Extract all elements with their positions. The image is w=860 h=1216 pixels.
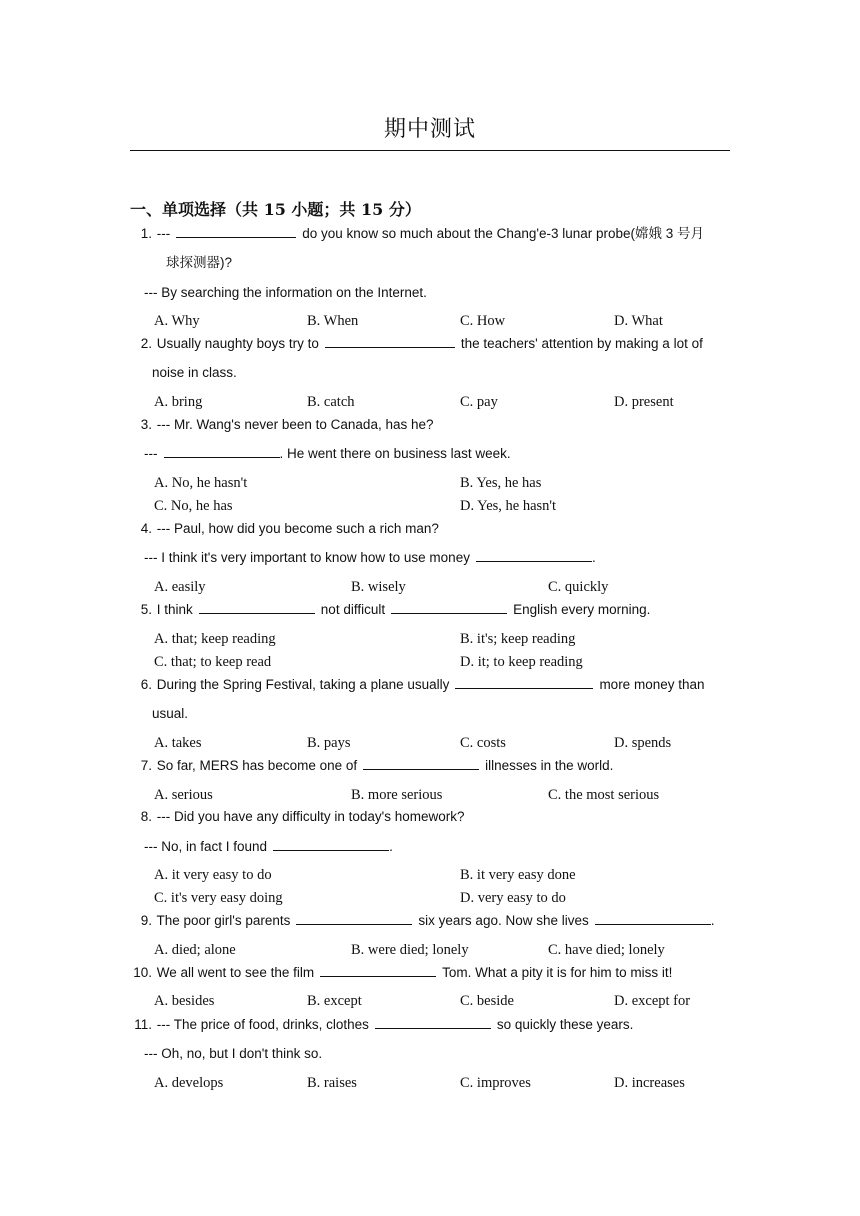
answer-blank[interactable]	[363, 757, 479, 770]
question-4-stem: 4. --- Paul, how did you become such a rich man?	[140, 521, 439, 536]
option-d[interactable]: D. Yes, he hasn't	[460, 498, 557, 514]
answer-blank[interactable]	[476, 549, 592, 562]
option-d[interactable]: D. it; to keep reading	[460, 654, 583, 670]
question-2-stem-cont: noise in class.	[152, 365, 237, 380]
option-c[interactable]: C. that; to keep read	[154, 654, 272, 670]
option-b[interactable]: B. wisely	[351, 579, 406, 595]
option-b[interactable]: B. Yes, he has	[460, 475, 542, 491]
option-b[interactable]: B. pays	[307, 735, 351, 751]
option-c[interactable]: C. No, he has	[154, 498, 233, 514]
option-d[interactable]: D. present	[614, 394, 674, 410]
question-11-stem: 11. --- The price of food, drinks, clothes so quickly these years.	[134, 1017, 634, 1032]
question-8-answer-line: --- No, in fact I found .	[144, 839, 393, 854]
option-b[interactable]: B. except	[307, 993, 362, 1009]
question-1-stem: 1. --- do you know so much about the Chang'e-3 lunar probe(嫦娥 3 号月	[140, 226, 705, 241]
option-a[interactable]: A. that; keep reading	[154, 631, 276, 647]
option-c[interactable]: C. beside	[460, 993, 514, 1009]
question-5-stem: 5. I think not difficult English every morning.	[140, 602, 651, 617]
question-1-stem-cont: 球探测器)?	[166, 255, 233, 270]
option-a[interactable]: A. No, he hasn't	[154, 475, 248, 491]
title-underline	[130, 150, 730, 151]
option-a[interactable]: A. easily	[154, 579, 206, 595]
answer-blank[interactable]	[273, 838, 389, 851]
question-1-answer-line: --- By searching the information on the Internet.	[144, 285, 427, 300]
option-c[interactable]: C. How	[460, 313, 506, 329]
option-d[interactable]: D. What	[614, 313, 663, 329]
option-c[interactable]: C. the most serious	[548, 787, 660, 803]
option-d[interactable]: D. very easy to do	[460, 890, 566, 906]
question-10-stem: 10. We all went to see the film Tom. What a pity it is for him to miss it!	[133, 965, 673, 980]
answer-blank[interactable]	[320, 964, 436, 977]
option-b[interactable]: B. were died; lonely	[351, 942, 469, 958]
answer-blank[interactable]	[391, 601, 507, 614]
answer-blank[interactable]	[296, 912, 412, 925]
option-b[interactable]: B. it very easy done	[460, 867, 576, 883]
answer-blank[interactable]	[455, 676, 593, 689]
answer-blank[interactable]	[164, 445, 280, 458]
question-6-stem: 6. During the Spring Festival, taking a plane usually more money than	[140, 677, 705, 692]
option-c[interactable]: C. improves	[460, 1075, 531, 1091]
option-a[interactable]: A. besides	[154, 993, 215, 1009]
answer-blank[interactable]	[325, 335, 455, 348]
option-b[interactable]: B. more serious	[351, 787, 443, 803]
answer-blank[interactable]	[176, 225, 296, 238]
option-b[interactable]: B. When	[307, 313, 359, 329]
answer-blank[interactable]	[375, 1016, 491, 1029]
option-c[interactable]: C. pay	[460, 394, 498, 410]
option-c[interactable]: C. costs	[460, 735, 506, 751]
option-a[interactable]: A. takes	[154, 735, 202, 751]
question-2-stem: 2. Usually naughty boys try to the teachers' attention by making a lot of	[140, 336, 703, 351]
option-b[interactable]: B. it's; keep reading	[460, 631, 576, 647]
option-a[interactable]: A. it very easy to do	[154, 867, 272, 883]
question-8-stem: 8. --- Did you have any difficulty in today's homework?	[140, 809, 465, 824]
section-heading: 一、单项选择（共 15 小题；共 15 分）	[130, 200, 421, 219]
option-c[interactable]: C. have died; lonely	[548, 942, 665, 958]
answer-blank[interactable]	[199, 601, 315, 614]
page-title: 期中测试	[383, 117, 476, 142]
question-4-answer-line: --- I think it's very important to know how to use money .	[144, 550, 596, 565]
option-a[interactable]: A. bring	[154, 394, 203, 410]
option-d[interactable]: D. increases	[614, 1075, 685, 1091]
option-b[interactable]: B. raises	[307, 1075, 357, 1091]
question-9-stem: 9. The poor girl's parents six years ago. Now she lives .	[140, 913, 715, 928]
question-6-stem-cont: usual.	[152, 706, 189, 721]
option-b[interactable]: B. catch	[307, 394, 355, 410]
option-a[interactable]: A. Why	[154, 313, 200, 329]
option-c[interactable]: C. quickly	[548, 579, 609, 595]
option-a[interactable]: A. develops	[154, 1075, 224, 1091]
option-c[interactable]: C. it's very easy doing	[154, 890, 283, 906]
question-3-stem: 3. --- Mr. Wang's never been to Canada, has he?	[140, 417, 434, 432]
question-7-stem: 7. So far, MERS has become one of illnesses in the world.	[140, 758, 614, 773]
option-d[interactable]: D. except for	[614, 993, 691, 1009]
option-a[interactable]: A. serious	[154, 787, 213, 803]
option-d[interactable]: D. spends	[614, 735, 672, 751]
answer-blank[interactable]	[595, 912, 711, 925]
question-11-answer-line: --- Oh, no, but I don't think so.	[144, 1046, 323, 1061]
question-3-answer-line: --- . He went there on business last week.	[144, 446, 511, 461]
option-a[interactable]: A. died; alone	[154, 942, 236, 958]
